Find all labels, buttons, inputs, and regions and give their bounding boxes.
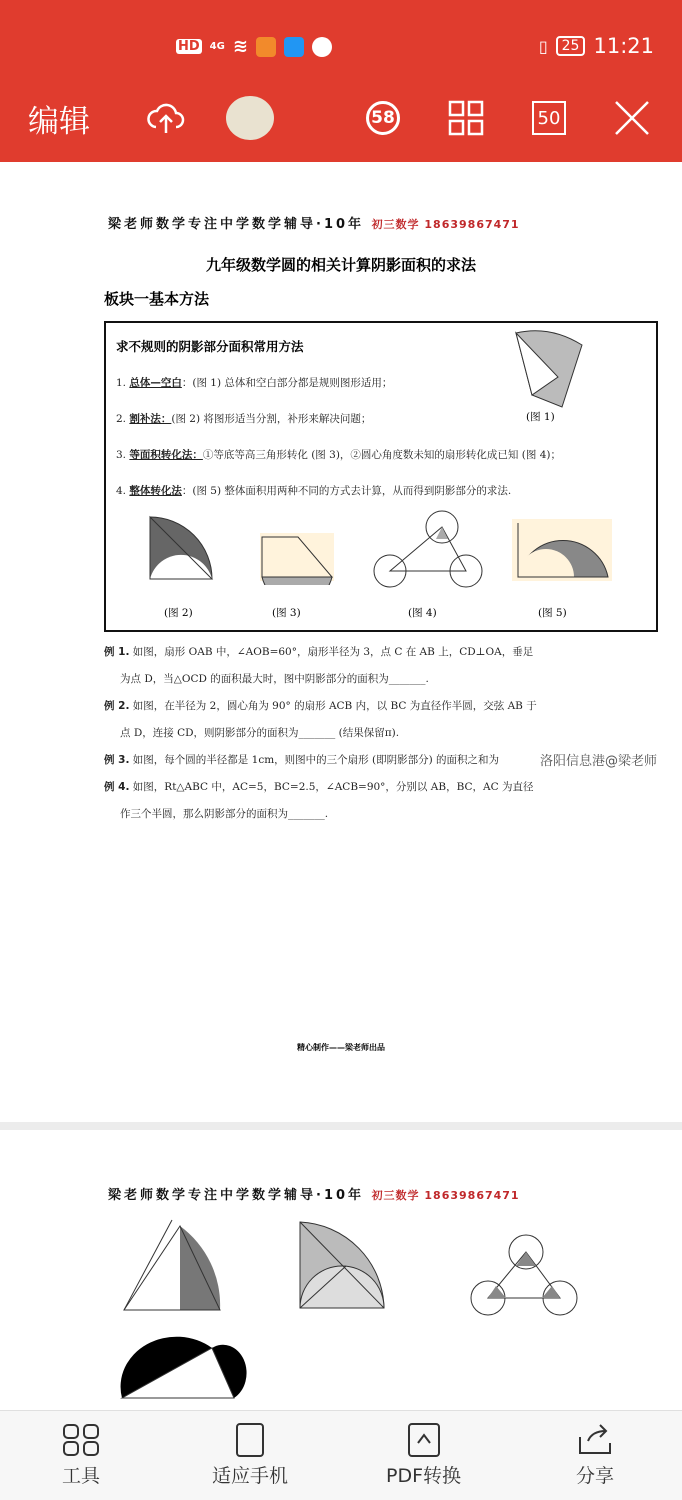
example-3-figure [466,1232,582,1322]
method-item: 2. 割补法：(图 2) 将图形适当分割，补形来解决问题； [116,413,372,425]
example-2-figure [294,1216,390,1316]
example-2-cont: 点 D，连接 CD，则阴影部分的面积为_______ (结果保留π). [120,727,400,739]
example-1-figure [116,1214,232,1320]
hd-icon: HD [178,39,200,54]
vibrate-icon: ▯ [538,36,548,56]
signal-icon: 4G [209,41,225,52]
header-text: 梁老师数学专注中学数学辅导·10年 [108,1188,365,1203]
page-header [108,1184,520,1203]
example-4-figure [116,1322,248,1410]
edit-button[interactable]: 编辑 [28,103,90,140]
figure-5 [510,517,614,583]
tools-icon [62,1423,100,1457]
fit-phone-button[interactable] [212,1423,288,1488]
battery-icon: 25 [556,36,586,56]
example-4: 例 4. 如图，Rt△ABC 中，AC=5，BC=2.5，∠ACB=90°，分别以 AB，BC，AC 为直径 [104,781,534,793]
method-item: 3. 等面积转化法：①等底等高三角形转化 (图 3)，②圆心角度数未知的扇形转化成已知 (图 4)； [116,449,561,461]
figure-caption: (图 4) [408,607,437,619]
toolbar [0,90,682,146]
share-label: 分享 [576,1465,615,1487]
figure-caption: (图 3) [272,607,301,619]
app-header [0,0,682,162]
fit-phone-label: 适应手机 [212,1465,289,1487]
figure-caption: (图 5) [538,607,567,619]
method-item: 1. 总体—空白：(图 1) 总体和空白部分都是规则图形适用； [116,377,393,389]
search-app-icon [284,37,304,57]
header-text: 梁老师数学专注中学数学辅导·10年 [108,217,365,232]
tools-label: 工具 [62,1465,101,1487]
pdf-convert-label: PDF转换 [386,1465,462,1487]
watermark: 洛阳信息港@梁老师 [540,754,658,769]
close-icon[interactable] [612,90,652,146]
page-footer: 精心制作——梁老师出品 [297,1043,385,1052]
cloud-upload-icon[interactable] [144,90,188,146]
header-contact: 初三数学 18639867471 [371,218,520,231]
method-item: 4. 整体转化法：(图 5) 整体面积用两种不同的方式去计算，从而得到阴影部分的求法. [116,485,512,497]
figure-caption: (图 1) [526,411,555,423]
wifi-icon: ≋ [232,36,248,57]
tools-button[interactable] [62,1423,100,1488]
header-contact: 初三数学 18639867471 [371,1189,520,1202]
example-2: 例 2. 如图，在半径为 2，圆心角为 90° 的扇形 ACB 内，以 BC 为直径作半圆，交弦 AB 于 [104,700,537,712]
document-thumbnail[interactable] [226,96,274,140]
example-4-cont: 作三个半圆，那么阴影部分的面积为_______. [120,808,329,820]
figure-4 [370,509,486,589]
section-heading: 板块一基本方法 [104,290,210,308]
example-1: 例 1. 如图，扇形 OAB 中，∠AOB=60°，扇形半径为 3，点 C 在 AB 上，CD⊥OA，垂足 [104,646,534,658]
pdf-convert-button[interactable] [386,1423,461,1488]
methods-box [104,321,658,632]
figure-1 [510,329,590,409]
grid-view-icon[interactable] [446,90,486,146]
share-icon [576,1423,614,1457]
figure-caption: (图 2) [164,607,193,619]
video-app-icon [256,37,276,57]
bottom-bar [0,1410,682,1500]
browser-app-icon [312,37,332,57]
box-title: 求不规则的阴影部分面积常用方法 [116,339,304,354]
example-3: 例 3. 如图，每个圆的半径都是 1cm，则图中的三个扇形 (即阴影部分) 的面积之和为 [104,754,500,766]
example-1-cont: 为点 D，当△OCD 的面积最大时，图中阴影部分的面积为_______. [120,673,429,685]
figure-2 [142,513,222,583]
fit-screen-icon [233,1423,267,1457]
figure-3 [256,529,338,585]
status-bar [0,30,682,64]
document-page-1 [0,162,682,1122]
page-header [108,213,520,232]
document-title: 九年级数学圆的相关计算阴影面积的求法 [205,256,476,274]
page-count-badge[interactable]: 58 [366,101,400,135]
clock: 11:21 [593,34,654,58]
share-button[interactable] [576,1423,614,1488]
pdf-convert-icon [405,1423,443,1457]
zoom-level-button[interactable]: 50 [532,101,566,135]
